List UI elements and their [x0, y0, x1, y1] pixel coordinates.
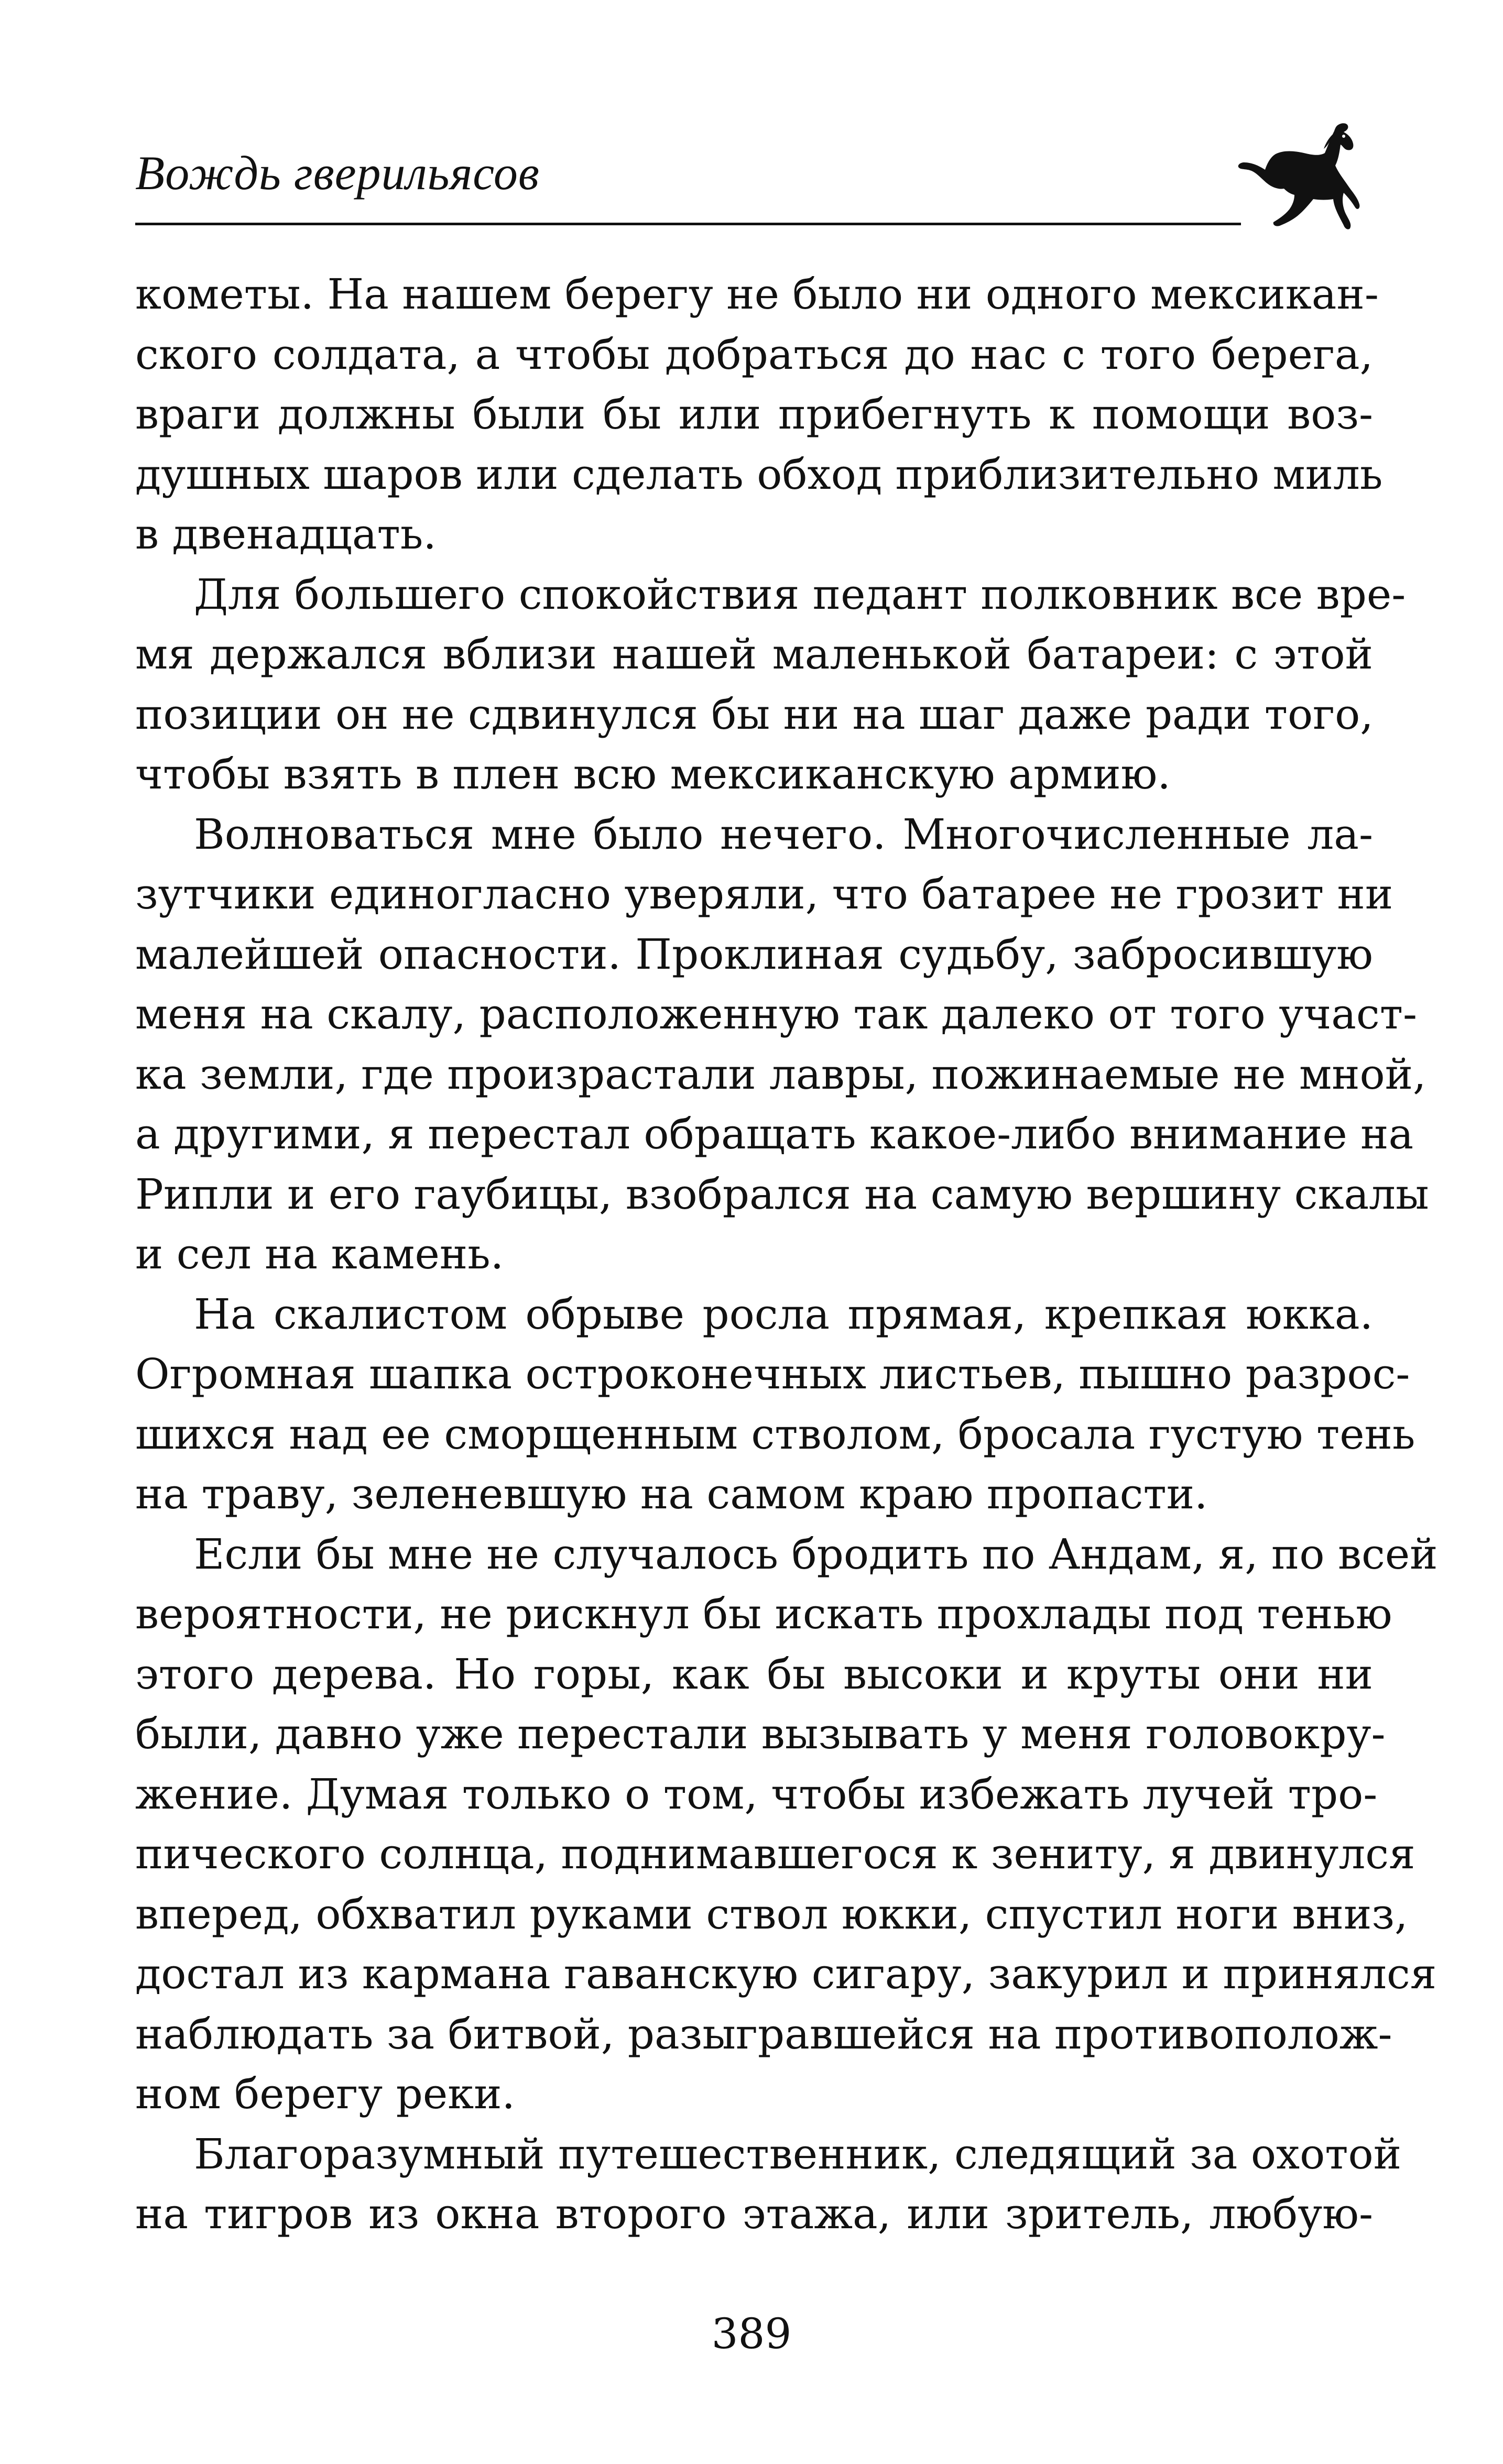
text-line: Огромная шапка остроконечных листьев, пышно разрос- [135, 1350, 1410, 1398]
page-number: 389 [711, 2309, 792, 2358]
text-line: Для большего спокойствия педант полковник все вре- [194, 570, 1406, 619]
text-line: шихся над ее сморщенным стволом, бросала густую тень [135, 1409, 1415, 1459]
text-line: мя держался вблизи нашей маленькой батареи: с этой [135, 630, 1373, 678]
text-line: меня на скалу, расположенную так далеко от того участ- [135, 990, 1418, 1038]
text-line: вероятности, не рискнул бы искать прохлады под тенью [135, 1590, 1392, 1638]
text-line: чтобы взять в плен всю мексиканскую армию. [135, 750, 1171, 798]
text-line: кометы. На нашем берегу не было ни одного мексикан- [135, 270, 1379, 319]
header-rule [135, 223, 1241, 225]
text-line: наблюдать за битвой, разыгравшейся на противополож- [135, 2009, 1392, 2058]
text-line: душных шаров или сделать обход приблизительно миль [135, 450, 1383, 499]
paragraph [135, 2124, 1402, 2244]
text-line: вперед, обхватил руками ствол юкки, спустил ноги вниз, [135, 1889, 1408, 1939]
text-line: На скалистом обрыве росла прямая, крепкая юкка. [194, 1289, 1373, 1339]
text-line: достал из кармана гаванскую сигару, закурил и принялся [135, 1950, 1437, 1998]
text-line: Благоразумный путешественник, следящий за охотой [194, 2129, 1402, 2178]
text-line: враги должны были бы или прибегнуть к помощи воз- [135, 390, 1373, 439]
text-line: а другими, я перестал обращать какое-либо внимание на [135, 1110, 1414, 1158]
text-line: и сел на камень. [135, 1230, 504, 1278]
text-line: ном берегу реки. [135, 2069, 515, 2118]
text-line: были, давно уже перестали вызывать у меня головокру- [135, 1710, 1386, 1758]
horse-icon [1236, 121, 1362, 236]
paragraph [135, 805, 1429, 1285]
text-line: Если бы мне не случалось бродить по Андам, я, по всей [194, 1529, 1438, 1579]
text-line: ка земли, где произрастали лавры, пожинаемые не мной, [135, 1049, 1426, 1099]
paragraph [135, 565, 1406, 805]
text-line: на тигров из окна второго этажа, или зритель, любую- [135, 2189, 1373, 2238]
text-line: пического солнца, поднимавшегося к зениту, я двинулся [135, 1830, 1415, 1878]
text-line: жение. Думая только о том, чтобы избежать лучей тро- [135, 1769, 1378, 1819]
text-line: в двенадцать. [135, 510, 437, 558]
text-line: ского солдата, а чтобы добраться до нас с того берега, [135, 330, 1373, 379]
text-line: Рипли и его гаубицы, взобрался на самую вершину скалы [135, 1169, 1429, 1219]
text-line: на траву, зеленевшую на самом краю пропасти. [135, 1470, 1208, 1518]
text-line: этого дерева. Но горы, как бы высоки и круты они ни [135, 1649, 1373, 1699]
paragraph [135, 265, 1383, 565]
page-header [135, 121, 1373, 225]
text-line: малейшей опасности. Проклиная судьбу, забросившую [135, 929, 1373, 979]
text-line: позиции он не сдвинулся бы ни на шаг даже ради того, [135, 689, 1374, 739]
text-line: зутчики единогласно уверяли, что батарее не грозит ни [135, 870, 1393, 918]
paragraph [135, 1285, 1415, 1525]
paragraph [135, 1525, 1438, 2124]
text-line: Волноваться мне было нечего. Многочисленные ла- [194, 809, 1373, 859]
body-text [135, 265, 1438, 2244]
running-title: Вождь гверильясов [135, 146, 540, 200]
